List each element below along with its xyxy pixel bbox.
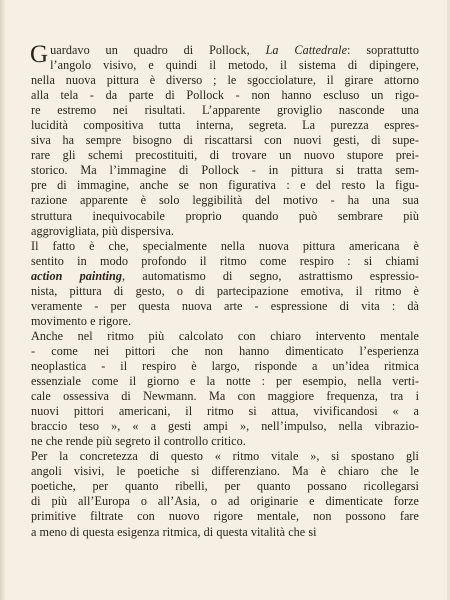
text-line: siva ha sempre bisogno di riscattarsi con nuovi gesti, di supe- xyxy=(31,133,419,148)
text-line: cale ossessiva di Newmann. Ma con maggiore frequenza, tra i xyxy=(31,389,419,404)
text-line: uardavo un quadro di Pollock, La Cattedrale: soprattutto xyxy=(50,43,419,57)
text-line: lucidità compositiva tutta interna, segreta. La purezza espres- xyxy=(31,118,419,133)
text-line: re estremo nei risultati. L’apparente groviglio nasconde una xyxy=(31,103,419,118)
paragraph xyxy=(31,43,419,239)
italic-title: La Cattedrale xyxy=(265,43,348,57)
text-line: nella nuova pittura è diverso ; le sgocciolature, il girare attorno xyxy=(31,73,419,88)
text-line: angoli visivi, le poetiche si differenziano. Ma è chiaro che le xyxy=(31,464,419,479)
paragraph xyxy=(31,449,419,539)
text-line: storico. Ma l’immagine di Pollock - in pittura si tratta sem- xyxy=(31,163,419,178)
text-line: Per la concretezza di questo « ritmo vitale », si spostano gli xyxy=(31,449,419,464)
drop-cap: G xyxy=(30,41,49,68)
page-gutter-shadow xyxy=(0,0,6,600)
text-line: braccio teso », « a gesti ampi », nell’impulso, nella vibrazio- xyxy=(31,419,419,434)
body-text xyxy=(31,43,419,540)
text-line: aggrovigliata, più dispersiva. xyxy=(31,223,174,238)
text-line: neoplastica - il respiro è largo, risponde a un’idea ritmica xyxy=(31,358,419,373)
text-line: essenziale come il giorno e la notte : per esempio, nella verti- xyxy=(31,374,419,389)
text-line: primitive filtrate con nuovo rigore mentale, non possono fare xyxy=(31,509,419,524)
text-line: nuovi pittori americani, il ritmo si attua, vivificandosi « a xyxy=(31,404,419,419)
text-line: movimento e rigore. xyxy=(31,313,132,328)
text-line: sentito in modo profondo il ritmo come respiro : si chiami xyxy=(31,253,419,268)
text-line: di più all’Europa o all’Asia, o ad originarie e dimenticate forze xyxy=(31,494,419,509)
emphasized-term: action painting xyxy=(31,268,122,283)
text-line: l’angolo visivo, e quindi il metodo, il sistema di dipingere, xyxy=(50,58,419,73)
text-line: Il fatto è che, specialmente nella nuova pittura americana è xyxy=(31,238,419,253)
text-line: - come nei pittori che non hanno dimenticato l’esperienza xyxy=(31,343,419,358)
text-line: poetiche, per quanto ribelli, per quanto possano ricollegarsi xyxy=(31,479,419,494)
text-line: veramente - per questa nuova arte - espressione di vita : dà xyxy=(31,298,419,313)
text-line: razione apparente è solo leggibilità del motivo - ha una sua xyxy=(31,193,419,208)
text-line: struttura inequivocabile proprio quando può sembrare più xyxy=(31,208,419,223)
text-line: alla tela - da parte di Pollock - non hanno escluso un rigo- xyxy=(31,88,419,103)
paragraph xyxy=(31,329,419,449)
paragraph xyxy=(31,239,419,329)
text-line: action painting, automatismo di segno, astrattismo espressio- xyxy=(31,268,419,283)
text-line: pre di immagine, anche se non figurativa : e del resto la figu- xyxy=(31,178,419,193)
text-line: Anche nel ritmo più calcolato con chiaro intervento mentale xyxy=(31,328,419,343)
text-line: nista, pittura di gesto, o di partecipazione emotiva, il ritmo è xyxy=(31,283,419,298)
text-line: ne che rende più segreto il controllo critico. xyxy=(31,434,246,449)
text-line: a meno di questa esigenza ritmica, di questa vitalità che si xyxy=(31,524,317,539)
text-line: rare gli schemi precostituiti, di trovare un nuovo stupore prei- xyxy=(31,148,419,163)
